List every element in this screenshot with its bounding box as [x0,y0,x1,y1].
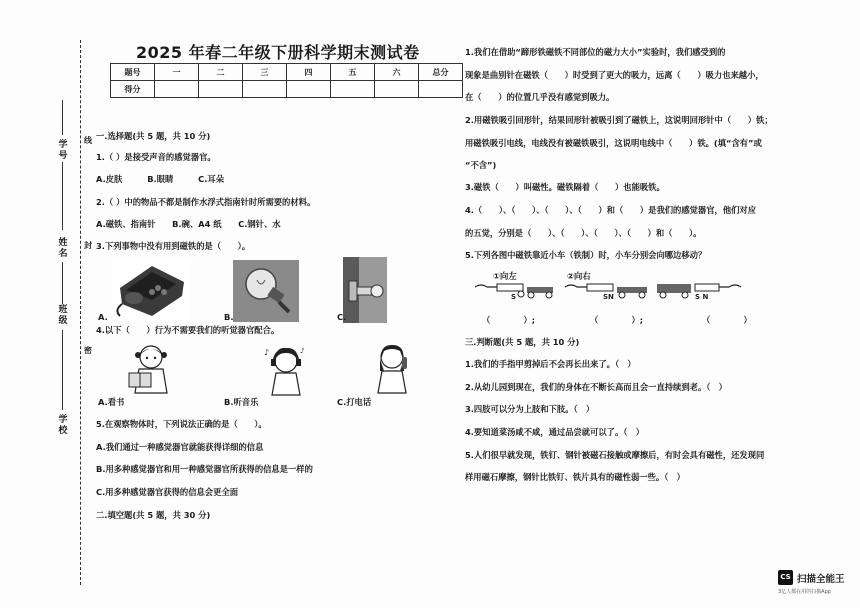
judge-question-3: 3.四肢可以分为上肢和下肢。（ ） [465,404,595,414]
question-4-option-b: B.听音乐 [224,397,259,407]
margin-fill-line [62,100,63,135]
question-5-option-a: A.我们通过一种感觉器官就能获得详细的信息 [96,442,264,452]
diagram-1-direction: ①向左 [493,271,517,281]
score-input-cell[interactable] [419,81,463,98]
question-1-options: A.皮肤 B.眼睛 C.耳朵 [96,174,225,184]
svg-text:♪: ♪ [300,347,305,355]
girl-listening-music-image [262,345,308,397]
section-heading-true-false: 三.判断题(共 5 题，共 10 分) [465,337,580,347]
score-table [110,63,463,98]
fill-question-3: 3.磁铁（ ）叫磁性。磁铁隔着（ ）也能吸铁。 [465,182,665,192]
magnet-cart-diagram [475,281,745,301]
svg-text:S N: S N [695,293,709,301]
score-input-cell[interactable] [331,81,375,98]
exam-title: 2025 年春二年级下册科学期末测试卷 [136,43,420,62]
judge-question-2: 2.从幼儿园到现在，我们的身体在不断长高而且会一直持续到老。（ ） [465,382,727,392]
diagram-2-answer-blank: （ ）; [590,315,644,325]
question-3-option-a: A. [98,312,108,322]
question-4-option-c: C.打电话 [337,397,372,407]
judge-question-5-line-2: 样用磁石摩擦，钢针比铁钉、铁片具有的磁性弱一些。（ ） [465,472,685,482]
svg-text:SN: SN [603,293,614,301]
seal-char: 密 [84,346,92,355]
fill-question-2-line-3: “不含”) [465,160,497,170]
margin-label-class: 班级 [58,305,68,326]
score-header-cell: 题号 [111,64,155,81]
diagram-2-direction: ②向右 [567,271,591,281]
score-row-label: 得分 [111,81,155,98]
question-2-options: A.磁铁、指南针 B.碗、A4 纸 C.钢针、水 [96,219,281,229]
section-heading-choice: 一.选择题(共 5 题，共 10 分) [96,131,211,141]
binding-margin [0,0,100,608]
score-input-cell[interactable] [287,81,331,98]
question-4-option-a: A.看书 [98,397,125,407]
question-5-option-b: B.用多种感觉器官和用一种感觉器官所获得的信息是一样的 [96,464,313,474]
girl-reading-image [125,343,175,395]
margin-label-student-id: 学号 [58,140,68,161]
score-header-cell: 五 [331,64,375,81]
fill-question-1-line-1: 1.我们在借助“蹄形铁磁铁不同部位的磁力大小”实验时，我们感受到的 [465,47,726,57]
score-header-cell: 四 [287,64,331,81]
judge-question-4: 4.要知道菜汤咸不咸，通过品尝就可以了。（ ） [465,427,645,437]
score-table-score-row [111,81,463,98]
diagram-3-answer-blank: （ ） [702,315,752,325]
fill-question-1-line-2: 现象是曲别针在磁铁（ ）时受到了更大的吸力，远离（ ）吸力也来越小， [465,70,764,80]
svg-text:S: S [511,293,517,301]
question-2: 2.（ ）中的物品不都是制作水浮式指南针时所需要的材料。 [96,197,316,207]
score-header-cell: 三 [243,64,287,81]
question-3-option-c: C. [337,312,347,322]
scanner-app-name: 扫描全能王 [797,574,845,585]
seal-dashed-line [80,40,81,585]
score-input-cell[interactable] [375,81,419,98]
score-header-cell: 二 [199,64,243,81]
question-5-option-c: C.用多种感觉器官获得的信息会更全面 [96,487,238,497]
score-input-cell[interactable] [243,81,287,98]
judge-question-1: 1.我们的手指甲剪掉后不会再长出来了。（ ） [465,359,636,369]
door-latch-image [343,257,387,323]
fill-question-4-line-1: 4.（ ）、（ ）、（ ）、（ ）和（ ）是我们的感觉器官，他们对应 [465,205,757,215]
girl-on-phone-image [372,343,412,395]
margin-fill-line [62,262,63,304]
scanner-app-logo: CS [778,570,793,585]
question-3: 3.下列事物中没有用到磁铁的是（ ）。 [96,241,251,251]
fill-question-4-line-2: 的五觉，分别是（ ）、（ ）、（ ）、（ ）和（ ）。 [465,228,702,238]
question-1: 1.（ ）是接受声音的感觉器官。 [96,152,216,162]
score-input-cell[interactable] [199,81,243,98]
question-4: 4.以下（ ）行为不需要我们的听觉器官配合。 [96,325,280,335]
section-heading-fill-blank: 二.填空题(共 5 题，共 30 分) [96,510,211,520]
scanner-app-tagline: 3亿人都在用的扫描App [778,589,831,595]
margin-label-name: 姓名 [58,238,68,259]
margin-fill-line [62,330,63,410]
seal-char: 线 [84,136,92,145]
diagram-1-answer-blank: （ ）; [482,315,536,325]
score-input-cell[interactable] [155,81,199,98]
svg-text:♪: ♪ [264,348,270,357]
score-header-cell: 总分 [419,64,463,81]
margin-fill-line [62,162,63,230]
question-3-option-b: B. [224,312,234,322]
question-5: 5.在观察物体时，下列说法正确的是（ ）。 [96,419,267,429]
fill-question-2-line-1: 2.用磁铁吸引回形针，结果回形针被吸引到了磁铁上，这说明回形针中（ ）铁； [465,115,773,125]
fill-question-1-line-3: 在（ ）的位置几乎没有感觉到吸力。 [465,92,615,102]
margin-label-school: 学校 [58,415,68,436]
score-header-cell: 六 [375,64,419,81]
score-header-cell: 一 [155,64,199,81]
seal-char: 封 [84,241,92,250]
telephone-image [112,260,190,320]
fill-question-5: 5.下列各图中磁铁靠近小车（铁制）时，小车分别会向哪边移动？ [465,250,707,260]
light-bulb-image [233,260,299,322]
judge-question-5-line-1: 5.人们很早就发现，铁钉、钢针被磁石接触或摩擦后，有时会具有磁性，还发现同 [465,450,765,460]
score-table-header-row [111,64,463,81]
fill-question-2-line-2: 用磁铁吸引电线，电线没有被磁铁吸引，这说明电线中（ ）铁。(填“含有”或 [465,138,762,148]
